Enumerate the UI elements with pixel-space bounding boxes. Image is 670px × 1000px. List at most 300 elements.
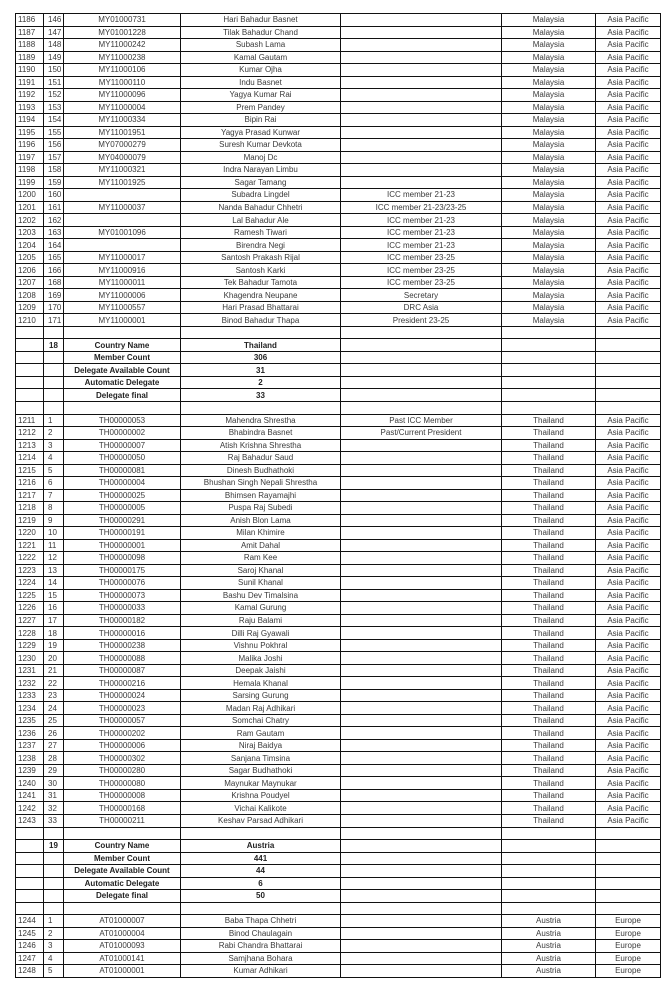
- role-cell: [341, 777, 502, 790]
- member-id-cell: TH00000080: [64, 777, 181, 790]
- table-row: [16, 51, 661, 64]
- country-cell: Thailand: [502, 427, 596, 440]
- empty-cell: [341, 902, 502, 915]
- serial-number-cell: 19: [44, 639, 64, 652]
- empty-cell: [44, 852, 64, 865]
- row-index-cell: 1244: [16, 915, 44, 928]
- country-cell: Malaysia: [502, 114, 596, 127]
- row-index-cell: 1210: [16, 314, 44, 327]
- role-cell: [341, 677, 502, 690]
- table-row: [16, 514, 661, 527]
- row-index-cell: 1200: [16, 189, 44, 202]
- member-name-cell: Samjhana Bohara: [181, 952, 341, 965]
- row-index-cell: 1226: [16, 602, 44, 615]
- row-index-cell: 1201: [16, 201, 44, 214]
- serial-number-cell: 4: [44, 452, 64, 465]
- country-cell: Malaysia: [502, 239, 596, 252]
- member-id-cell: TH00000098: [64, 552, 181, 565]
- serial-number-cell: 163: [44, 226, 64, 239]
- empty-cell: [181, 326, 341, 339]
- country-cell: Thailand: [502, 802, 596, 815]
- serial-number-cell: 15: [44, 589, 64, 602]
- serial-number-cell: 33: [44, 815, 64, 828]
- member-id-cell: AT01000001: [64, 965, 181, 978]
- role-cell: [341, 452, 502, 465]
- summary-label-cell: Country Name: [64, 840, 181, 853]
- country-cell: Thailand: [502, 739, 596, 752]
- country-cell: Austria: [502, 927, 596, 940]
- member-name-cell: Keshav Parsad Adhikari: [181, 815, 341, 828]
- member-id-cell: MY04000079: [64, 151, 181, 164]
- serial-number-cell: 147: [44, 26, 64, 39]
- country-cell: Thailand: [502, 727, 596, 740]
- member-name-cell: Deepak Jaishi: [181, 664, 341, 677]
- country-cell: Malaysia: [502, 151, 596, 164]
- table-row: [16, 577, 661, 590]
- empty-cell: [502, 840, 596, 853]
- empty-cell: [596, 376, 661, 389]
- region-cell: Asia Pacific: [596, 76, 661, 89]
- serial-number-cell: 10: [44, 527, 64, 540]
- table-row: [16, 702, 661, 715]
- table-row: [16, 114, 661, 127]
- member-id-cell: TH00000007: [64, 439, 181, 452]
- role-cell: [341, 464, 502, 477]
- member-name-cell: Kamal Gurung: [181, 602, 341, 615]
- empty-cell: [16, 877, 44, 890]
- region-cell: Asia Pacific: [596, 139, 661, 152]
- country-cell: Malaysia: [502, 64, 596, 77]
- member-id-cell: MY11000096: [64, 89, 181, 102]
- serial-number-cell: 154: [44, 114, 64, 127]
- table-row: [16, 264, 661, 277]
- table-row: [16, 201, 661, 214]
- region-cell: Asia Pacific: [596, 414, 661, 427]
- role-cell: [341, 652, 502, 665]
- role-cell: [341, 965, 502, 978]
- country-cell: Thailand: [502, 439, 596, 452]
- empty-cell: [341, 326, 502, 339]
- country-cell: Malaysia: [502, 39, 596, 52]
- row-index-cell: 1202: [16, 214, 44, 227]
- role-cell: [341, 527, 502, 540]
- summary-value-cell: Austria: [181, 840, 341, 853]
- member-id-cell: MY11000006: [64, 289, 181, 302]
- country-cell: Thailand: [502, 602, 596, 615]
- serial-number-cell: 164: [44, 239, 64, 252]
- row-index-cell: 1193: [16, 101, 44, 114]
- country-cell: Austria: [502, 952, 596, 965]
- region-cell: Europe: [596, 927, 661, 940]
- empty-cell: [341, 865, 502, 878]
- row-index-cell: 1192: [16, 89, 44, 102]
- country-cell: Thailand: [502, 589, 596, 602]
- serial-number-cell: 148: [44, 39, 64, 52]
- empty-cell: [596, 364, 661, 377]
- serial-number-cell: 4: [44, 952, 64, 965]
- role-cell: Past/Current President: [341, 427, 502, 440]
- member-id-cell: TH00000008: [64, 789, 181, 802]
- empty-cell: [16, 827, 44, 840]
- serial-number-cell: 22: [44, 677, 64, 690]
- empty-cell: [502, 326, 596, 339]
- row-index-cell: 1238: [16, 752, 44, 765]
- serial-number-cell: 11: [44, 539, 64, 552]
- serial-number-cell: 27: [44, 739, 64, 752]
- summary-value-cell: 50: [181, 890, 341, 903]
- serial-number-cell: 14: [44, 577, 64, 590]
- table-row: [16, 214, 661, 227]
- empty-cell: [181, 827, 341, 840]
- role-cell: Secretary: [341, 289, 502, 302]
- summary-value-cell: 306: [181, 351, 341, 364]
- member-name-cell: Binod Bahadur Thapa: [181, 314, 341, 327]
- member-name-cell: Vichai Kalikote: [181, 802, 341, 815]
- country-cell: Thailand: [502, 639, 596, 652]
- row-index-cell: 1212: [16, 427, 44, 440]
- role-cell: DRC Asia: [341, 301, 502, 314]
- region-cell: Asia Pacific: [596, 689, 661, 702]
- empty-cell: [502, 351, 596, 364]
- member-id-cell: MY11000916: [64, 264, 181, 277]
- serial-number-cell: 12: [44, 552, 64, 565]
- row-index-cell: 1243: [16, 815, 44, 828]
- row-index-cell: 1223: [16, 564, 44, 577]
- member-id-cell: TH00000057: [64, 714, 181, 727]
- country-number-cell: 18: [44, 339, 64, 352]
- empty-cell: [502, 865, 596, 878]
- country-cell: Thailand: [502, 527, 596, 540]
- region-cell: Asia Pacific: [596, 727, 661, 740]
- region-cell: Europe: [596, 915, 661, 928]
- member-name-cell: Baba Thapa Chhetri: [181, 915, 341, 928]
- region-cell: Asia Pacific: [596, 639, 661, 652]
- country-cell: Malaysia: [502, 14, 596, 27]
- region-cell: Asia Pacific: [596, 214, 661, 227]
- row-index-cell: 1196: [16, 139, 44, 152]
- row-index-cell: 1235: [16, 714, 44, 727]
- empty-cell: [64, 827, 181, 840]
- empty-cell: [341, 351, 502, 364]
- serial-number-cell: 2: [44, 427, 64, 440]
- empty-cell: [16, 401, 44, 414]
- member-name-cell: Indu Basnet: [181, 76, 341, 89]
- region-cell: Asia Pacific: [596, 51, 661, 64]
- row-index-cell: 1187: [16, 26, 44, 39]
- role-cell: [341, 752, 502, 765]
- serial-number-cell: 31: [44, 789, 64, 802]
- row-index-cell: 1247: [16, 952, 44, 965]
- serial-number-cell: 171: [44, 314, 64, 327]
- member-name-cell: Sagar Budhathoki: [181, 764, 341, 777]
- region-cell: Asia Pacific: [596, 677, 661, 690]
- serial-number-cell: 149: [44, 51, 64, 64]
- row-index-cell: 1248: [16, 965, 44, 978]
- role-cell: [341, 927, 502, 940]
- empty-cell: [44, 364, 64, 377]
- country-cell: Thailand: [502, 652, 596, 665]
- summary-label-cell: Member Count: [64, 852, 181, 865]
- empty-cell: [596, 865, 661, 878]
- member-id-cell: TH00000191: [64, 527, 181, 540]
- member-id-cell: TH00000088: [64, 652, 181, 665]
- role-cell: [341, 702, 502, 715]
- serial-number-cell: 13: [44, 564, 64, 577]
- country-cell: Thailand: [502, 477, 596, 490]
- table-row: [16, 26, 661, 39]
- table-row: [16, 14, 661, 27]
- serial-number-cell: 3: [44, 940, 64, 953]
- member-name-cell: Krishna Poudyel: [181, 789, 341, 802]
- serial-number-cell: 169: [44, 289, 64, 302]
- empty-cell: [16, 376, 44, 389]
- member-id-cell: AT01000141: [64, 952, 181, 965]
- table-row: [16, 89, 661, 102]
- table-row: [16, 314, 661, 327]
- country-cell: Thailand: [502, 677, 596, 690]
- empty-cell: [596, 902, 661, 915]
- row-index-cell: 1204: [16, 239, 44, 252]
- member-name-cell: Niraj Baidya: [181, 739, 341, 752]
- serial-number-cell: 166: [44, 264, 64, 277]
- table-row: [16, 39, 661, 52]
- country-cell: Thailand: [502, 514, 596, 527]
- blank-row: [16, 902, 661, 915]
- role-cell: [341, 439, 502, 452]
- role-cell: [341, 627, 502, 640]
- member-name-cell: Nanda Bahadur Chhetri: [181, 201, 341, 214]
- member-id-cell: MY07000279: [64, 139, 181, 152]
- country-cell: Thailand: [502, 815, 596, 828]
- region-cell: Asia Pacific: [596, 226, 661, 239]
- empty-cell: [502, 827, 596, 840]
- member-id-cell: [64, 239, 181, 252]
- member-id-cell: TH00000076: [64, 577, 181, 590]
- member-name-cell: Ram Gautam: [181, 727, 341, 740]
- summary-label-cell: Delegate final: [64, 389, 181, 402]
- member-id-cell: TH00000033: [64, 602, 181, 615]
- region-cell: Asia Pacific: [596, 489, 661, 502]
- role-cell: ICC member 21-23: [341, 189, 502, 202]
- empty-cell: [16, 840, 44, 853]
- role-cell: [341, 14, 502, 27]
- empty-cell: [596, 827, 661, 840]
- role-cell: [341, 564, 502, 577]
- empty-cell: [44, 902, 64, 915]
- serial-number-cell: 6: [44, 477, 64, 490]
- member-id-cell: MY11000004: [64, 101, 181, 114]
- row-index-cell: 1215: [16, 464, 44, 477]
- region-cell: Asia Pacific: [596, 464, 661, 477]
- table-row: [16, 602, 661, 615]
- empty-cell: [64, 401, 181, 414]
- member-id-cell: TH00000002: [64, 427, 181, 440]
- empty-cell: [502, 376, 596, 389]
- member-name-cell: Vishnu Pokhral: [181, 639, 341, 652]
- member-id-cell: MY11000334: [64, 114, 181, 127]
- row-index-cell: 1218: [16, 502, 44, 515]
- role-cell: ICC member 21-23/23-25: [341, 201, 502, 214]
- country-cell: Thailand: [502, 789, 596, 802]
- country-cell: Malaysia: [502, 76, 596, 89]
- summary-row: [16, 389, 661, 402]
- table-row: [16, 251, 661, 264]
- empty-cell: [341, 852, 502, 865]
- serial-number-cell: 155: [44, 126, 64, 139]
- empty-cell: [64, 326, 181, 339]
- country-cell: Thailand: [502, 452, 596, 465]
- row-index-cell: 1224: [16, 577, 44, 590]
- country-cell: Austria: [502, 915, 596, 928]
- row-index-cell: 1230: [16, 652, 44, 665]
- summary-row: [16, 364, 661, 377]
- region-cell: Asia Pacific: [596, 427, 661, 440]
- role-cell: [341, 176, 502, 189]
- table-row: [16, 802, 661, 815]
- region-cell: Asia Pacific: [596, 239, 661, 252]
- member-name-cell: Kumar Ojha: [181, 64, 341, 77]
- table-row: [16, 76, 661, 89]
- region-cell: Asia Pacific: [596, 276, 661, 289]
- serial-number-cell: 157: [44, 151, 64, 164]
- region-cell: Asia Pacific: [596, 176, 661, 189]
- table-row: [16, 915, 661, 928]
- member-id-cell: MY11000242: [64, 39, 181, 52]
- country-cell: Malaysia: [502, 189, 596, 202]
- serial-number-cell: 3: [44, 439, 64, 452]
- row-index-cell: 1220: [16, 527, 44, 540]
- region-cell: Asia Pacific: [596, 64, 661, 77]
- summary-row: [16, 351, 661, 364]
- member-name-cell: Subash Lama: [181, 39, 341, 52]
- member-id-cell: MY11000557: [64, 301, 181, 314]
- row-index-cell: 1205: [16, 251, 44, 264]
- row-index-cell: 1209: [16, 301, 44, 314]
- serial-number-cell: 168: [44, 276, 64, 289]
- table-row: [16, 965, 661, 978]
- region-cell: Asia Pacific: [596, 251, 661, 264]
- table-row: [16, 614, 661, 627]
- role-cell: [341, 639, 502, 652]
- serial-number-cell: 25: [44, 714, 64, 727]
- empty-cell: [16, 389, 44, 402]
- row-index-cell: 1227: [16, 614, 44, 627]
- empty-cell: [341, 389, 502, 402]
- country-cell: Thailand: [502, 502, 596, 515]
- empty-cell: [596, 351, 661, 364]
- region-cell: Asia Pacific: [596, 39, 661, 52]
- empty-cell: [596, 890, 661, 903]
- serial-number-cell: 5: [44, 464, 64, 477]
- role-cell: [341, 489, 502, 502]
- row-index-cell: 1198: [16, 164, 44, 177]
- serial-number-cell: 152: [44, 89, 64, 102]
- member-name-cell: Atish Krishna Shrestha: [181, 439, 341, 452]
- member-name-cell: Khagendra Neupane: [181, 289, 341, 302]
- country-cell: Thailand: [502, 664, 596, 677]
- table-row: [16, 940, 661, 953]
- country-cell: Thailand: [502, 539, 596, 552]
- empty-cell: [596, 326, 661, 339]
- empty-cell: [341, 827, 502, 840]
- role-cell: President 23-25: [341, 314, 502, 327]
- table-row: [16, 777, 661, 790]
- member-id-cell: TH00000053: [64, 414, 181, 427]
- member-name-cell: Santosh Karki: [181, 264, 341, 277]
- row-index-cell: 1233: [16, 689, 44, 702]
- role-cell: [341, 26, 502, 39]
- summary-value-cell: 2: [181, 376, 341, 389]
- row-index-cell: 1206: [16, 264, 44, 277]
- member-id-cell: [64, 189, 181, 202]
- role-cell: [341, 602, 502, 615]
- member-name-cell: Dinesh Budhathoki: [181, 464, 341, 477]
- row-index-cell: 1241: [16, 789, 44, 802]
- member-id-cell: TH00000016: [64, 627, 181, 640]
- empty-cell: [502, 852, 596, 865]
- country-number-cell: 19: [44, 840, 64, 853]
- table-row: [16, 564, 661, 577]
- row-index-cell: 1222: [16, 552, 44, 565]
- role-cell: ICC member 23-25: [341, 276, 502, 289]
- country-cell: Thailand: [502, 627, 596, 640]
- table-row: [16, 164, 661, 177]
- region-cell: Asia Pacific: [596, 314, 661, 327]
- row-index-cell: 1195: [16, 126, 44, 139]
- serial-number-cell: 151: [44, 76, 64, 89]
- member-name-cell: Tek Bahadur Tamota: [181, 276, 341, 289]
- member-name-cell: Somchai Chatry: [181, 714, 341, 727]
- member-id-cell: MY01001228: [64, 26, 181, 39]
- country-cell: Malaysia: [502, 289, 596, 302]
- table-row: [16, 764, 661, 777]
- summary-row: [16, 376, 661, 389]
- table-row: [16, 101, 661, 114]
- country-cell: Thailand: [502, 564, 596, 577]
- role-cell: [341, 151, 502, 164]
- empty-cell: [16, 326, 44, 339]
- empty-cell: [44, 877, 64, 890]
- region-cell: Asia Pacific: [596, 514, 661, 527]
- member-name-cell: Kamal Gautam: [181, 51, 341, 64]
- region-cell: Asia Pacific: [596, 527, 661, 540]
- row-index-cell: 1208: [16, 289, 44, 302]
- member-id-cell: TH00000280: [64, 764, 181, 777]
- member-name-cell: Birendra Negi: [181, 239, 341, 252]
- member-name-cell: Hemala Khanal: [181, 677, 341, 690]
- member-name-cell: Lal Bahadur Ale: [181, 214, 341, 227]
- region-cell: Asia Pacific: [596, 301, 661, 314]
- serial-number-cell: 170: [44, 301, 64, 314]
- serial-number-cell: 17: [44, 614, 64, 627]
- table-row: [16, 151, 661, 164]
- member-id-cell: TH00000182: [64, 614, 181, 627]
- member-id-cell: MY11000110: [64, 76, 181, 89]
- country-cell: Malaysia: [502, 176, 596, 189]
- member-id-cell: MY11000017: [64, 251, 181, 264]
- row-index-cell: 1197: [16, 151, 44, 164]
- member-name-cell: Raju Balami: [181, 614, 341, 627]
- row-index-cell: 1229: [16, 639, 44, 652]
- serial-number-cell: 165: [44, 251, 64, 264]
- member-id-cell: TH00000087: [64, 664, 181, 677]
- empty-cell: [502, 890, 596, 903]
- empty-cell: [502, 401, 596, 414]
- table-row: [16, 477, 661, 490]
- region-cell: Asia Pacific: [596, 189, 661, 202]
- row-index-cell: 1211: [16, 414, 44, 427]
- role-cell: [341, 714, 502, 727]
